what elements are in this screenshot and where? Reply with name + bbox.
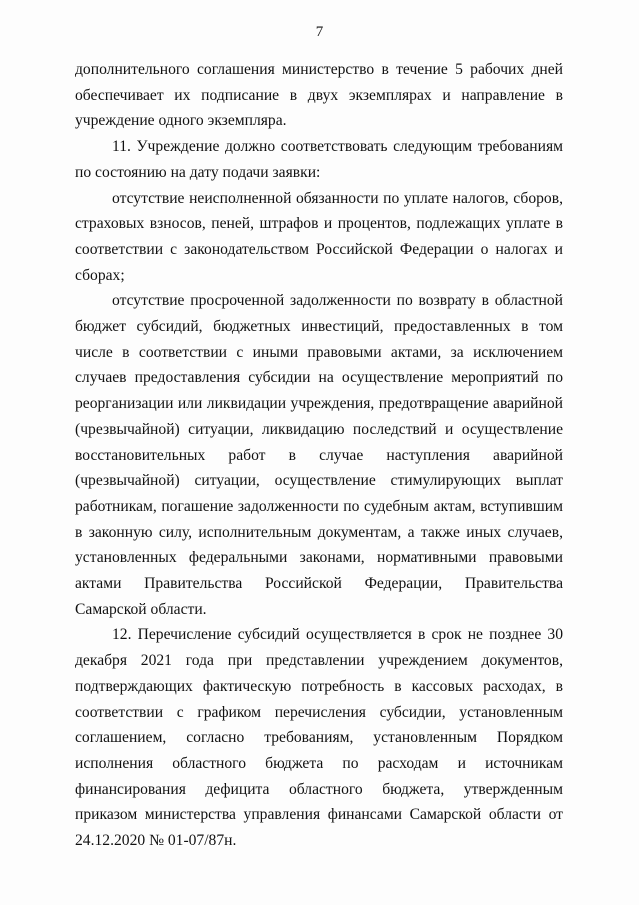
paragraph-no-tax-debt: отсутствие неисполненной обязанности по уплате налогов, сборов, страховых взносов, пеней, штрафов и процентов, подлежащих уплате в соответствии с законодательством Российской Федерации о налогах и сборах; bbox=[75, 189, 563, 284]
paragraph-continuation: дополнительного соглашения министерство в течение 5 рабочих дней обеспечивает их подписание в двух экземплярах и направление в учреждение одного экземпляра. bbox=[75, 61, 563, 130]
paragraph-no-overdue-debt: отсутствие просроченной задолженности по возврату в областной бюджет субсидий, бюджетных инвестиций, предоставленных в том числе в соответствии с иными правовыми актами, за исключением случаев предоставления субсидии на осуществление мероприятий по реорганизации или ликвидации учреждения, предотвращение аварийной (чрезвычайной) ситуации, ликвидацию последствий и осуществление восстановительных работ в случае наступления аварийной (чрезвычайной) ситуации, осуществление стимулирующих выплат работникам, погашение задолженности по судебным актам, вступившим в законную силу, исполнительным документам, а также иных случаев, установленных федеральными законами, нормативными правовыми актами Правительства Российской Федерации, Правительства Самарской области. bbox=[75, 292, 563, 618]
page-number: 7 bbox=[315, 24, 324, 40]
document-body bbox=[75, 57, 563, 854]
paragraph-clause-12: 12. Перечисление субсидий осуществляется в срок не позднее 30 декабря 2021 года при представлении учреждением документов, подтверждающих фактическую потребность в кассовых расходах, в соответствии с графиком перечисления субсидии, установленным соглашением, согласно требованиям, установленным Порядком исполнения областного бюджета по расходам и источникам финансирования дефицита областного бюджета, утвержденным приказом министерства управления финансами Самарской области от 24.12.2020 № 01-07/87н. bbox=[75, 626, 563, 850]
paragraph-clause-11: 11. Учреждение должно соответствовать следующим требованиям по состоянию на дату подачи заявки: bbox=[75, 138, 563, 181]
